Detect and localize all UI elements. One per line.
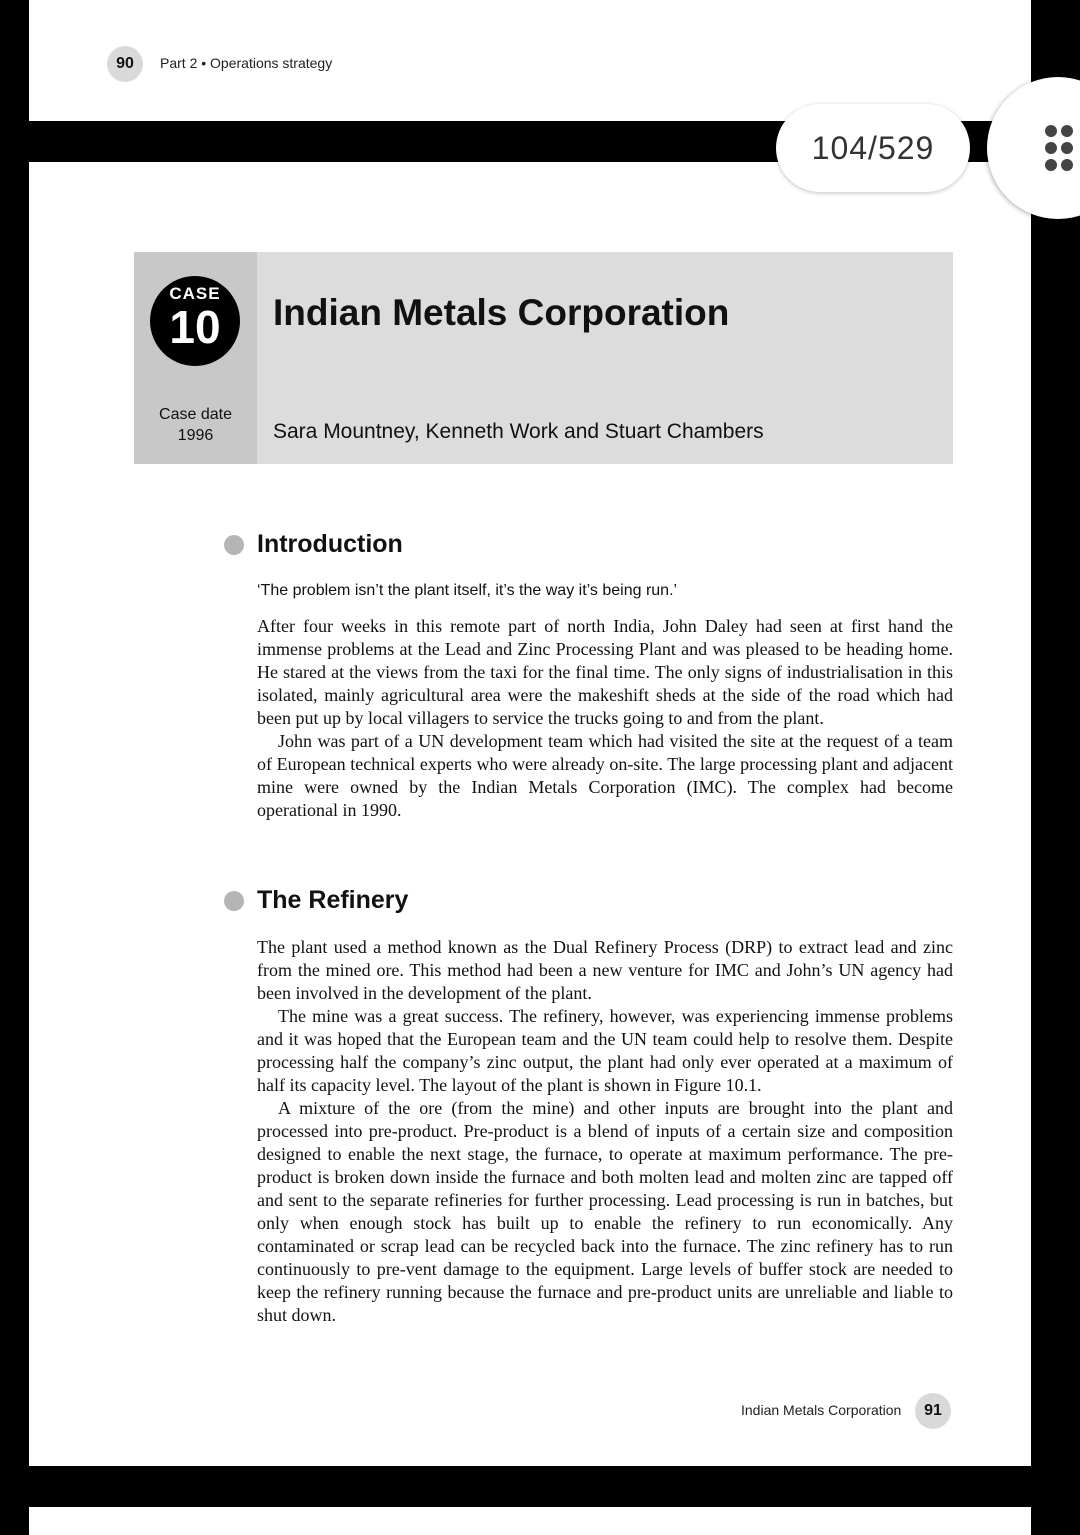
page-counter[interactable]: 104/529: [776, 104, 970, 192]
next-page: [29, 1507, 1031, 1535]
bottom-page-number: 91: [915, 1393, 951, 1429]
refinery-body: [257, 936, 953, 1327]
case-date-label: Case date: [159, 406, 232, 423]
introduction-heading: [224, 530, 403, 559]
bullet-icon: [224, 535, 244, 555]
introduction-quote: ‘The problem isn’t the plant itself, it’s the way it’s being run.’: [257, 582, 678, 599]
section-title: The Refinery: [257, 886, 409, 914]
section-title: Introduction: [257, 530, 403, 558]
running-foot: Indian Metals Corporation: [741, 1402, 902, 1418]
case-badge: [150, 276, 240, 366]
paragraph: After four weeks in this remote part of north India, John Daley had seen at first hand the immense problems at the Lead and Zinc Processing Plant and was pleased to be heading home. He stared at the views from the taxi for the final time. The only signs of industrialisation in this isolated, mainly agricultural area were the makeshift sheds at the side of the road which had been put up by local villagers to service the trucks going to and from the plant.: [257, 616, 953, 728]
paragraph: The mine was a great success. The refinery, however, was experiencing immense problems and it was hoped that the European team and the UN team could help to resolve them. Despite processing half the company’s zinc output, the plant had only ever operated at a maximum of half its capacity level. The layout of the plant is shown in Figure 10.1.: [257, 1006, 953, 1095]
paragraph: The plant used a method known as the Dual Refinery Process (DRP) to extract lead and zinc from the mined ore. This method had been a new venture for IMC and John’s UN agency had been involved in the development of the plant.: [257, 937, 953, 1003]
case-header: [134, 252, 953, 464]
case-date: [134, 404, 257, 446]
bullet-icon: [224, 891, 244, 911]
case-date-value: 1996: [177, 427, 214, 444]
case-authors: Sara Mountney, Kenneth Work and Stuart Chambers: [273, 420, 764, 443]
refinery-heading: [224, 886, 408, 915]
case-number: 10: [169, 301, 221, 353]
running-head: Part 2 • Operations strategy: [160, 55, 333, 71]
introduction-body: [257, 615, 953, 822]
more-grid-icon: [1045, 125, 1075, 173]
case-sidebar: [134, 252, 257, 464]
case-title: Indian Metals Corporation: [273, 292, 730, 333]
paragraph: John was part of a UN development team which had visited the site at the request of a team of European technical experts who were already on-site. The large processing plant and adjacent mine were owned by the Indian Metals Corporation (IMC). The complex had become operational in 1990.: [257, 731, 953, 820]
right-margin: [1031, 0, 1080, 1535]
top-page-number: 90: [107, 46, 143, 82]
case-label: CASE: [169, 284, 221, 303]
paragraph: A mixture of the ore (from the mine) and other inputs are brought into the plant and processed into pre-product. Pre-product is a blend of inputs of a certain size and composition designed to enable the next stage, the furnace, to operate at maximum performance. The pre-product is broken down inside the furnace and both molten lead and molten zinc are tapped off and sent to the separate refineries for further processing. Lead processing is run in batches, but only when enough stock has built up to enable the refinery to run economically. Any contaminated or scrap lead can be recycled back into the furnace. The zinc refinery has to run continuously to pre-vent damage to the equipment. Large levels of buffer stock are needed to keep the refinery running because the furnace and pre-product units are unreliable and liable to shut down.: [257, 1098, 953, 1325]
